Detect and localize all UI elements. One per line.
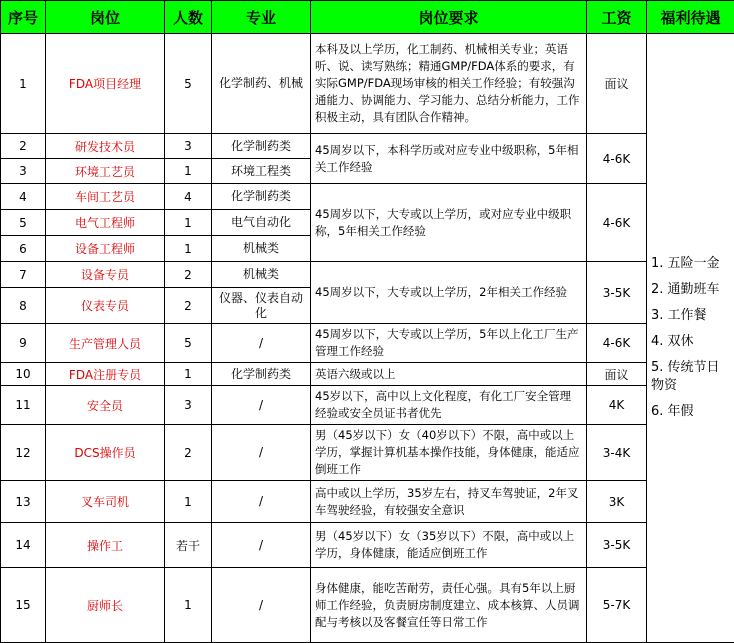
post-name: 操作工 — [46, 523, 165, 568]
headcount: 1 — [165, 481, 212, 523]
requirements: 45周岁以下，大专或以上学历，或对应专业中级职称，5年相关工作经验 — [311, 184, 587, 262]
headcount: 1 — [165, 159, 212, 184]
major: / — [212, 324, 311, 363]
salary: 3-4K — [587, 425, 647, 481]
welfare-item: 2. 通勤班车 — [651, 281, 732, 299]
row-number: 2 — [1, 134, 46, 159]
headcount: 1 — [165, 236, 212, 262]
headcount: 1 — [165, 210, 212, 236]
header-post: 岗位 — [46, 1, 165, 34]
requirements: 45周岁以下，大专或以上学历，5年以上化工厂生产管理工作经验 — [311, 324, 587, 363]
salary: 3-5K — [587, 262, 647, 324]
major: / — [212, 568, 311, 643]
post-name: 安全员 — [46, 386, 165, 425]
major: 电气自动化 — [212, 210, 311, 236]
row-number: 7 — [1, 262, 46, 288]
post-name: 研发技术员 — [46, 134, 165, 159]
welfare-item: 5. 传统节日物资 — [651, 359, 732, 395]
headcount: 3 — [165, 386, 212, 425]
post-name: 环境工艺员 — [46, 159, 165, 184]
major: / — [212, 386, 311, 425]
table-row — [1, 425, 734, 481]
salary: 4-6K — [587, 324, 647, 363]
row-number: 11 — [1, 386, 46, 425]
row-number: 3 — [1, 159, 46, 184]
row-number: 5 — [1, 210, 46, 236]
welfare-item: 1. 五险一金 — [651, 255, 732, 273]
requirements: 男（45岁以下）女（35岁以下）不限，高中或以上学历，身体健康，能适应倒班工作 — [311, 523, 587, 568]
row-number: 4 — [1, 184, 46, 210]
salary: 4-6K — [587, 134, 647, 184]
header-requirements: 岗位要求 — [311, 1, 587, 34]
post-name: 车间工艺员 — [46, 184, 165, 210]
table-row — [1, 262, 734, 288]
post-name: DCS操作员 — [46, 425, 165, 481]
major: 仪器、仪表自动化 — [212, 288, 311, 324]
post-name: 生产管理人员 — [46, 324, 165, 363]
welfare-item: 6. 年假 — [651, 403, 732, 421]
post-name: 设备工程师 — [46, 236, 165, 262]
header-major: 专业 — [212, 1, 311, 34]
requirements: 高中或以上学历，35岁左右，持叉车驾驶证，2年叉车驾驶经验，有较强安全意识 — [311, 481, 587, 523]
major: 化学制药类 — [212, 363, 311, 386]
requirements: 45周岁以下，大专或以上学历，2年相关工作经验 — [311, 262, 587, 324]
header-count: 人数 — [165, 1, 212, 34]
headcount: 若干 — [165, 523, 212, 568]
salary: 面议 — [587, 34, 647, 134]
requirements: 45周岁以下，本科学历或对应专业中级职称，5年相关工作经验 — [311, 134, 587, 184]
headcount: 3 — [165, 134, 212, 159]
post-name: FDA项目经理 — [46, 34, 165, 134]
table-row — [1, 363, 734, 386]
row-number: 14 — [1, 523, 46, 568]
header-salary: 工资 — [587, 1, 647, 34]
salary: 5-7K — [587, 568, 647, 643]
salary: 3-5K — [587, 523, 647, 568]
headcount: 5 — [165, 34, 212, 134]
requirements: 45岁以下，高中以上文化程度，有化工厂安全管理经验或安全员证书者优先 — [311, 386, 587, 425]
post-name: 叉车司机 — [46, 481, 165, 523]
row-number: 12 — [1, 425, 46, 481]
requirements: 男（45岁以下）女（40岁以下）不限，高中或以上学历，掌握计算机基本操作技能，身体健康，能适应倒班工作 — [311, 425, 587, 481]
row-number: 8 — [1, 288, 46, 324]
major: 化学制药、机械 — [212, 34, 311, 134]
table-row — [1, 568, 734, 643]
header-row — [1, 1, 734, 34]
headcount: 2 — [165, 288, 212, 324]
post-name: FDA注册专员 — [46, 363, 165, 386]
major: / — [212, 425, 311, 481]
table-row — [1, 134, 734, 159]
table-row — [1, 386, 734, 425]
welfare-item: 4. 双休 — [651, 333, 732, 351]
table-row — [1, 324, 734, 363]
table-row — [1, 481, 734, 523]
post-name: 仪表专员 — [46, 288, 165, 324]
headcount: 1 — [165, 568, 212, 643]
major: 机械类 — [212, 262, 311, 288]
header-welfare: 福利待遇 — [647, 1, 734, 34]
major: / — [212, 481, 311, 523]
row-number: 9 — [1, 324, 46, 363]
salary: 4K — [587, 386, 647, 425]
row-number: 6 — [1, 236, 46, 262]
post-name: 厨师长 — [46, 568, 165, 643]
requirements: 身体健康，能吃苦耐劳，责任心强。具有5年以上厨师工作经验，负责厨房制度建立、成本核算、人员调配与考核以及客餐宣任等日常工作 — [311, 568, 587, 643]
row-number: 13 — [1, 481, 46, 523]
major: 机械类 — [212, 236, 311, 262]
row-number: 10 — [1, 363, 46, 386]
requirements: 本科及以上学历，化工制药、机械相关专业；英语听、说、读写熟练；精通GMP/FDA体系的要求，有实际GMP/FDA现场审核的相关工作经验；有较强沟通能力、协调能力、学习能力、总结分析能力，工作积极主动，具有团队合作精神。 — [311, 34, 587, 134]
salary: 3K — [587, 481, 647, 523]
welfare-item: 3. 工作餐 — [651, 307, 732, 325]
post-name: 设备专员 — [46, 262, 165, 288]
table-row — [1, 34, 734, 134]
major: 化学制药类 — [212, 184, 311, 210]
row-number: 1 — [1, 34, 46, 134]
headcount: 2 — [165, 425, 212, 481]
major: 化学制药类 — [212, 134, 311, 159]
table-row — [1, 184, 734, 210]
salary: 4-6K — [587, 184, 647, 262]
row-number: 15 — [1, 568, 46, 643]
major: / — [212, 523, 311, 568]
headcount: 4 — [165, 184, 212, 210]
header-no: 序号 — [1, 1, 46, 34]
major: 环境工程类 — [212, 159, 311, 184]
welfare-list — [647, 34, 734, 643]
table-row — [1, 523, 734, 568]
requirements: 英语六级或以上 — [311, 363, 587, 386]
headcount: 1 — [165, 363, 212, 386]
post-name: 电气工程师 — [46, 210, 165, 236]
headcount: 5 — [165, 324, 212, 363]
headcount: 2 — [165, 262, 212, 288]
salary: 面议 — [587, 363, 647, 386]
